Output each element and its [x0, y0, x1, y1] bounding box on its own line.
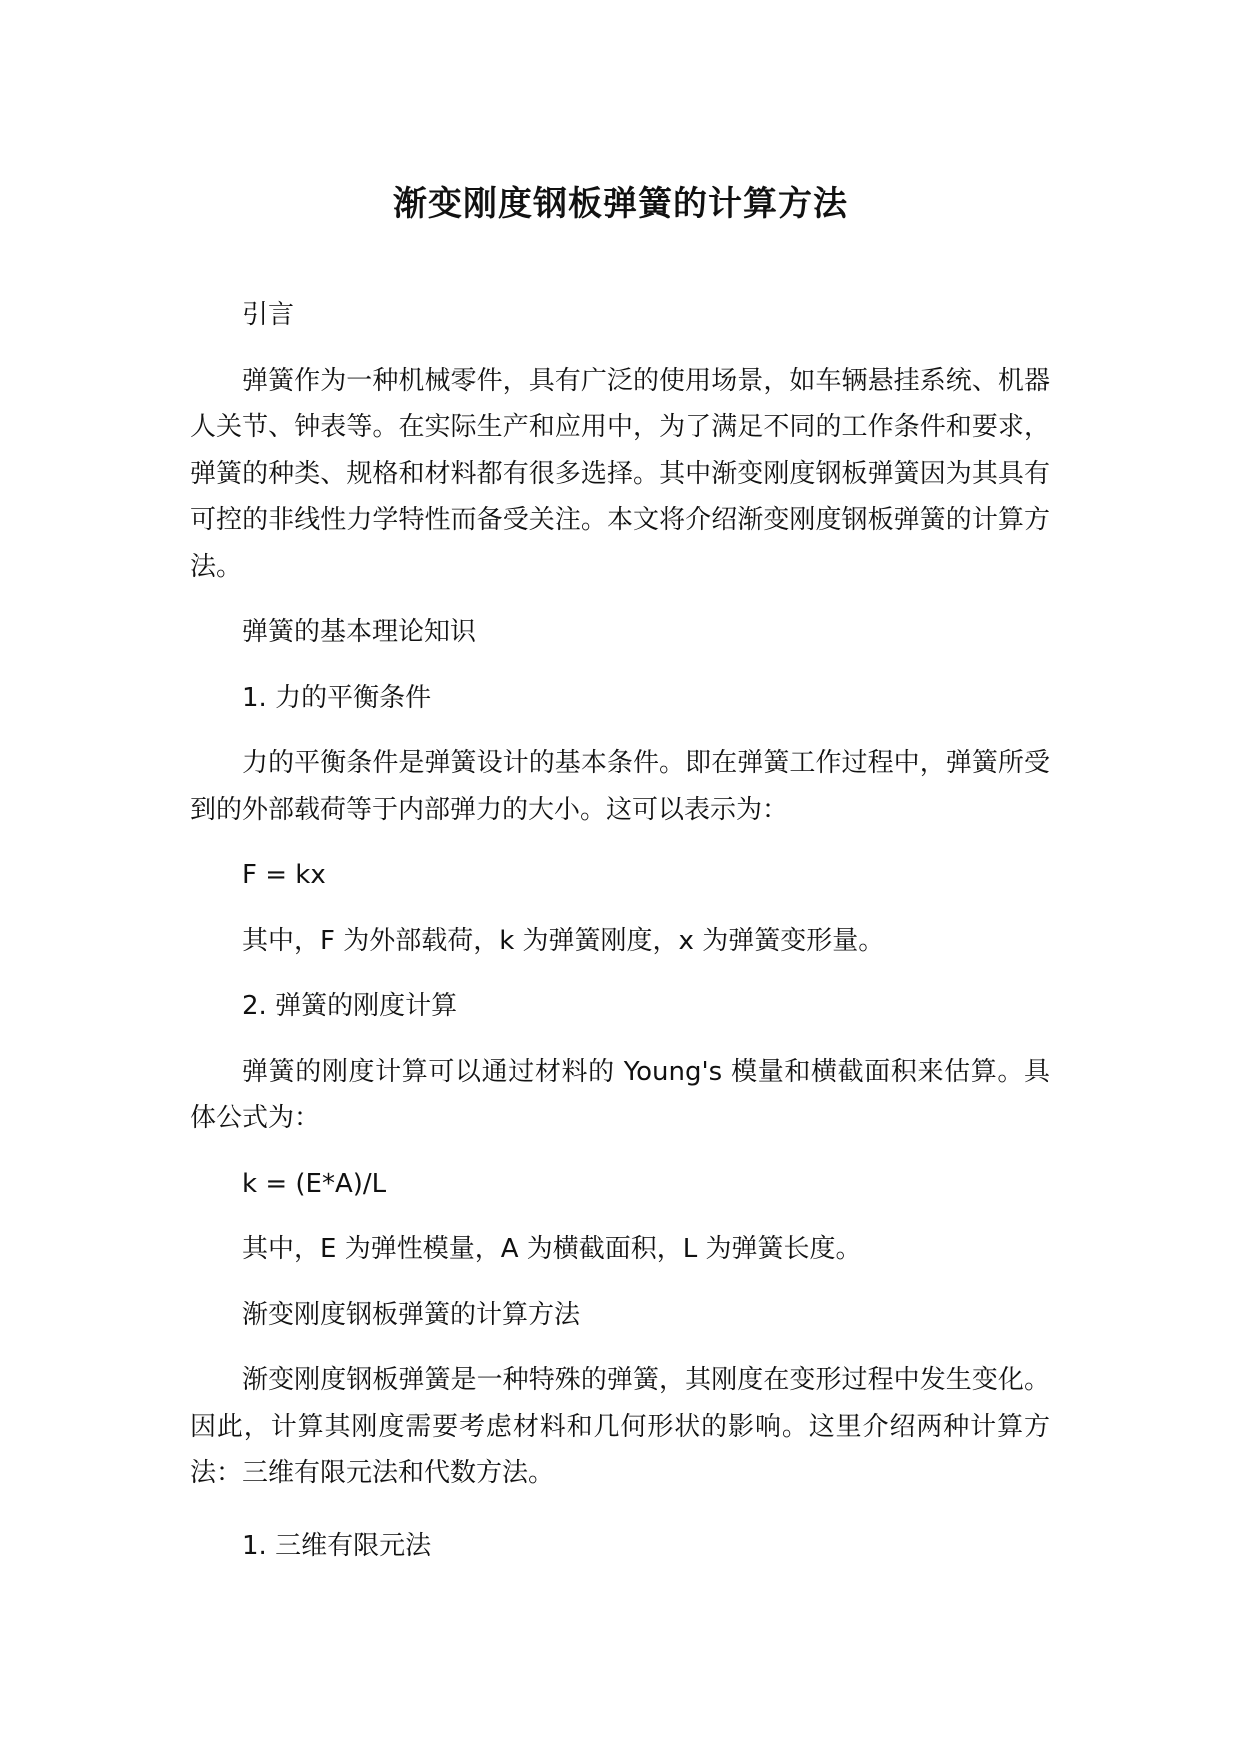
- paragraph-stiffness-vars: 其中，E 为弹性模量，A 为横截面积，L 为弹簧长度。: [242, 1234, 862, 1264]
- paragraph-method: 渐变刚度钢板弹簧是一种特殊的弹簧，其刚度在变形过程中发生变化。因此，计算其刚度需要考虑材料和几何形状的影响。这里介绍两种计算方法：三维有限元法和代数方法。: [190, 1365, 1050, 1488]
- paragraph-hooke-vars: 其中，F 为外部载荷，k 为弹簧刚度，x 为弹簧变形量。: [242, 925, 885, 956]
- document-body: [190, 292, 1050, 1569]
- document-title: 渐变刚度钢板弹簧的计算方法: [393, 184, 848, 224]
- paragraph-force-balance: 力的平衡条件是弹簧设计的基本条件。即在弹簧工作过程中，弹簧所受到的外部载荷等于内部弹力的大小。这可以表示为：: [190, 748, 1050, 825]
- paragraph-stiffness: 弹簧的刚度计算可以通过材料的 Young's 模量和横截面积来估算。具体公式为：: [190, 1056, 1050, 1133]
- formula-hooke: F = kx: [242, 860, 326, 890]
- paragraph-intro: 弹簧作为一种机械零件，具有广泛的使用场景，如车辆悬挂系统、机器人关节、钟表等。在实际生产和应用中，为了满足不同的工作条件和要求，弹簧的种类、规格和材料都有很多选择。其中渐变刚度钢板弹簧因为其具有可控的非线性力学特性而备受关注。本文将介绍渐变刚度钢板弹簧的计算方法。: [190, 365, 1050, 582]
- subheading-force-balance: 1. 力的平衡条件: [242, 682, 432, 713]
- section-heading-intro: 引言: [242, 300, 295, 330]
- section-heading-theory: 弹簧的基本理论知识: [242, 617, 477, 647]
- formula-stiffness: k = (E*A)/L: [242, 1168, 387, 1199]
- section-heading-method: 渐变刚度钢板弹簧的计算方法: [242, 1299, 581, 1330]
- subheading-fem: 1. 三维有限元法: [242, 1530, 432, 1561]
- subheading-stiffness: 2. 弹簧的刚度计算: [242, 991, 458, 1021]
